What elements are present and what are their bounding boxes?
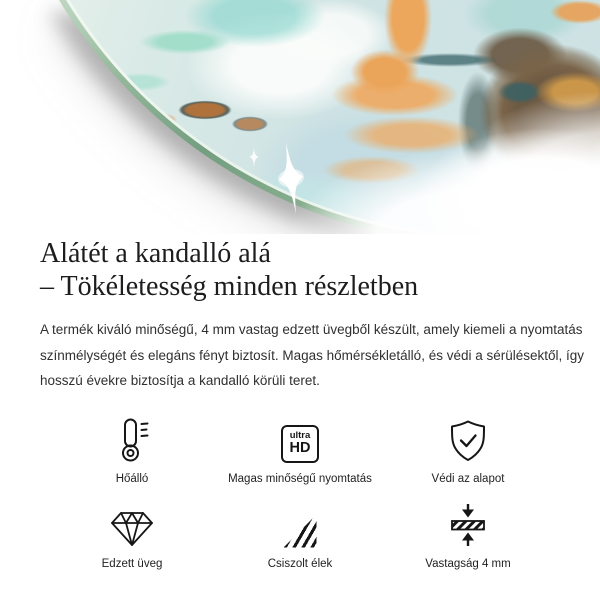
product-description-section (0, 237, 600, 570)
description-line: színmélységét és elegáns fényt biztosít. Magas hőmérsékletálló, és védi a sérülésektől, így (40, 347, 585, 363)
page-title-line-2: – Tökéletesség minden részletben (40, 271, 419, 302)
feature-thickness (384, 502, 552, 570)
page-title-line-1: Alátét a kandalló alá (40, 238, 271, 269)
feature-label: Vastagság 4 mm (425, 557, 511, 570)
feature-label: Hőálló (115, 472, 149, 485)
feature-label: Edzett üveg (101, 557, 163, 570)
feature-heat-resistant (48, 417, 216, 485)
description-line: A termék kiváló minőségű, 4 mm vastag edzett üvegből készült, amely kiemeli a nyomtatás (40, 322, 583, 337)
diamond-icon (109, 510, 155, 548)
product-image-glass-hearth-pad (0, 0, 600, 234)
page-title (40, 237, 560, 303)
feature-grid (48, 417, 552, 570)
description-line: hosszú évekre biztosítja a kandalló körüli teret. (40, 373, 320, 388)
ultra-hd-icon: ultra HD (281, 425, 319, 463)
shield-check-icon (447, 419, 489, 463)
product-description-text (40, 317, 585, 394)
thickness-icon (449, 502, 487, 548)
thermometer-icon (113, 417, 151, 463)
feature-label: Védi az alapot (431, 472, 505, 485)
feature-high-quality-print (216, 417, 384, 485)
glass-plate (0, 0, 600, 234)
feature-tempered-glass (48, 502, 216, 570)
polished-edges-icon (284, 515, 317, 548)
feature-protects-base (384, 417, 552, 485)
feature-label: Csiszolt élek (267, 557, 333, 570)
feature-polished-edges (216, 502, 384, 570)
feature-label: Magas minőségű nyomtatás (228, 472, 372, 485)
